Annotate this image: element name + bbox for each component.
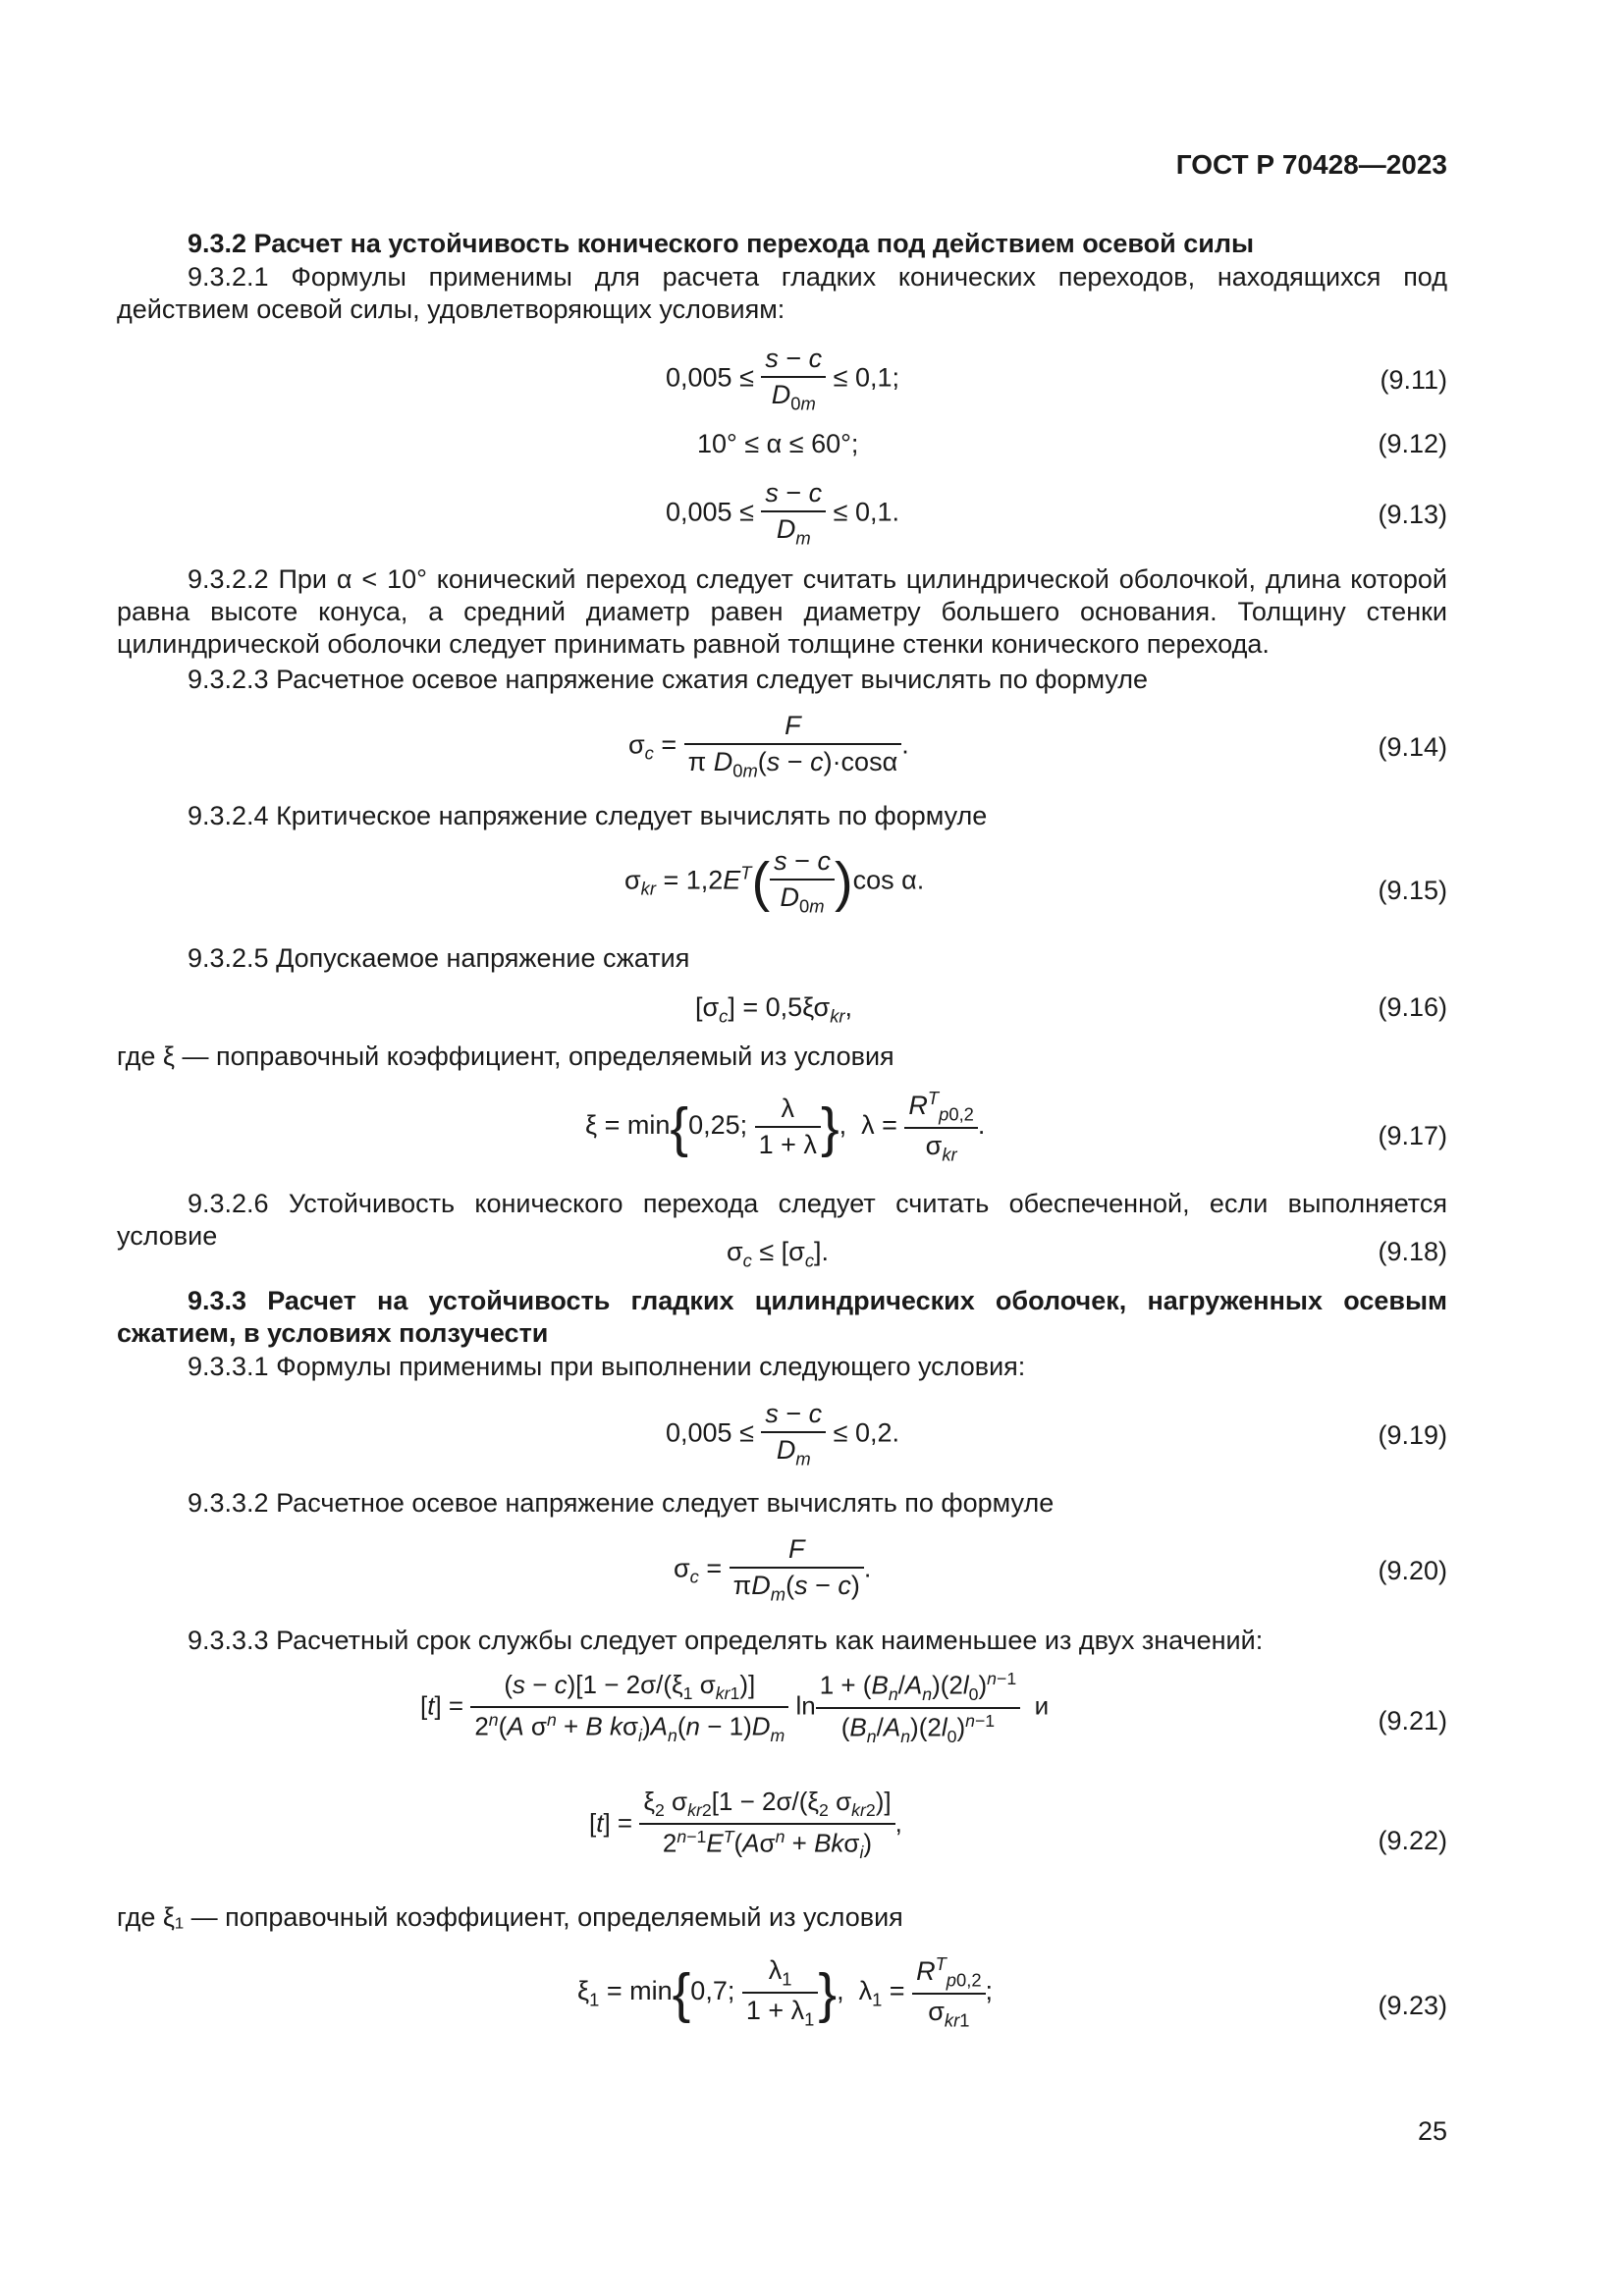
equation-number: (9.17)	[1378, 1121, 1447, 1150]
equation-number: (9.22)	[1378, 1826, 1447, 1855]
equation-number: (9.11)	[1380, 365, 1447, 395]
paragraph-9-3-3-2: 9.3.3.2 Расчетное осевое напряжение следует вычислять по формуле	[188, 1488, 1055, 1518]
equation-number: (9.16)	[1378, 992, 1447, 1022]
equation-number: (9.15)	[1378, 876, 1447, 905]
paragraph-9-3-2-3: 9.3.2.3 Расчетное осевое напряжение сжатия следует вычислять по формуле	[188, 665, 1149, 694]
equation-number: (9.18)	[1378, 1237, 1447, 1266]
equation-number: (9.21)	[1378, 1706, 1447, 1735]
paragraph-9-3-2-1: 9.3.2.1 Формулы применимы для расчета гладких конических переходов, находящихся под действием осевой силы, удовлетворяющих условиям:	[117, 262, 1447, 324]
paragraph-9-3-3-3: 9.3.3.3 Расчетный срок службы следует определять как наименьшее из двух значений:	[188, 1626, 1264, 1655]
equation-number: (9.14)	[1378, 732, 1447, 762]
equation-number: (9.23)	[1378, 1991, 1447, 2020]
equation-number: (9.12)	[1378, 429, 1447, 458]
equation-number: (9.20)	[1378, 1556, 1447, 1585]
paragraph-9-3-3-1: 9.3.3.1 Формулы применимы при выполнении следующего условия:	[188, 1352, 1026, 1381]
section-title-9-3-3: 9.3.3 Расчет на устойчивость гладких цилиндрических оболочек, нагруженных осевым сжатием, в условиях ползучести	[117, 1286, 1447, 1348]
paragraph-9-3-2-5: 9.3.2.5 Допускаемое напряжение сжатия	[188, 943, 690, 973]
paragraph-where-xi: где ξ — поправочный коэффициент, определяемый из условия	[117, 1041, 894, 1071]
section-title-9-3-2: 9.3.2 Расчет на устойчивость конического перехода под действием осевой силы	[188, 229, 1255, 258]
paragraph-9-3-2-4: 9.3.2.4 Критическое напряжение следует вычислять по формуле	[188, 801, 988, 830]
document-code: ГОСТ Р 70428—2023	[1175, 149, 1447, 180]
equation-number: (9.13)	[1378, 500, 1447, 529]
equation-number: (9.19)	[1378, 1420, 1447, 1450]
page-number: 25	[1417, 2116, 1447, 2146]
paragraph-9-3-2-6: 9.3.2.6 Устойчивость конического перехода следует считать обеспеченной, если выполняется условие	[117, 1189, 1447, 1251]
paragraph-9-3-2-2: 9.3.2.2 При α < 10° конический переход следует считать цилиндрической оболочкой, длина которой равна высоте конуса, а средний диаметр равен диаметру большего основания. Толщину стенки цилиндрической оболочки следует принимать равной толщине стенки конического перехода.	[117, 564, 1447, 659]
paragraph-where-xi1: где ξ₁ — поправочный коэффициент, определяемый из условия	[117, 1902, 903, 1932]
